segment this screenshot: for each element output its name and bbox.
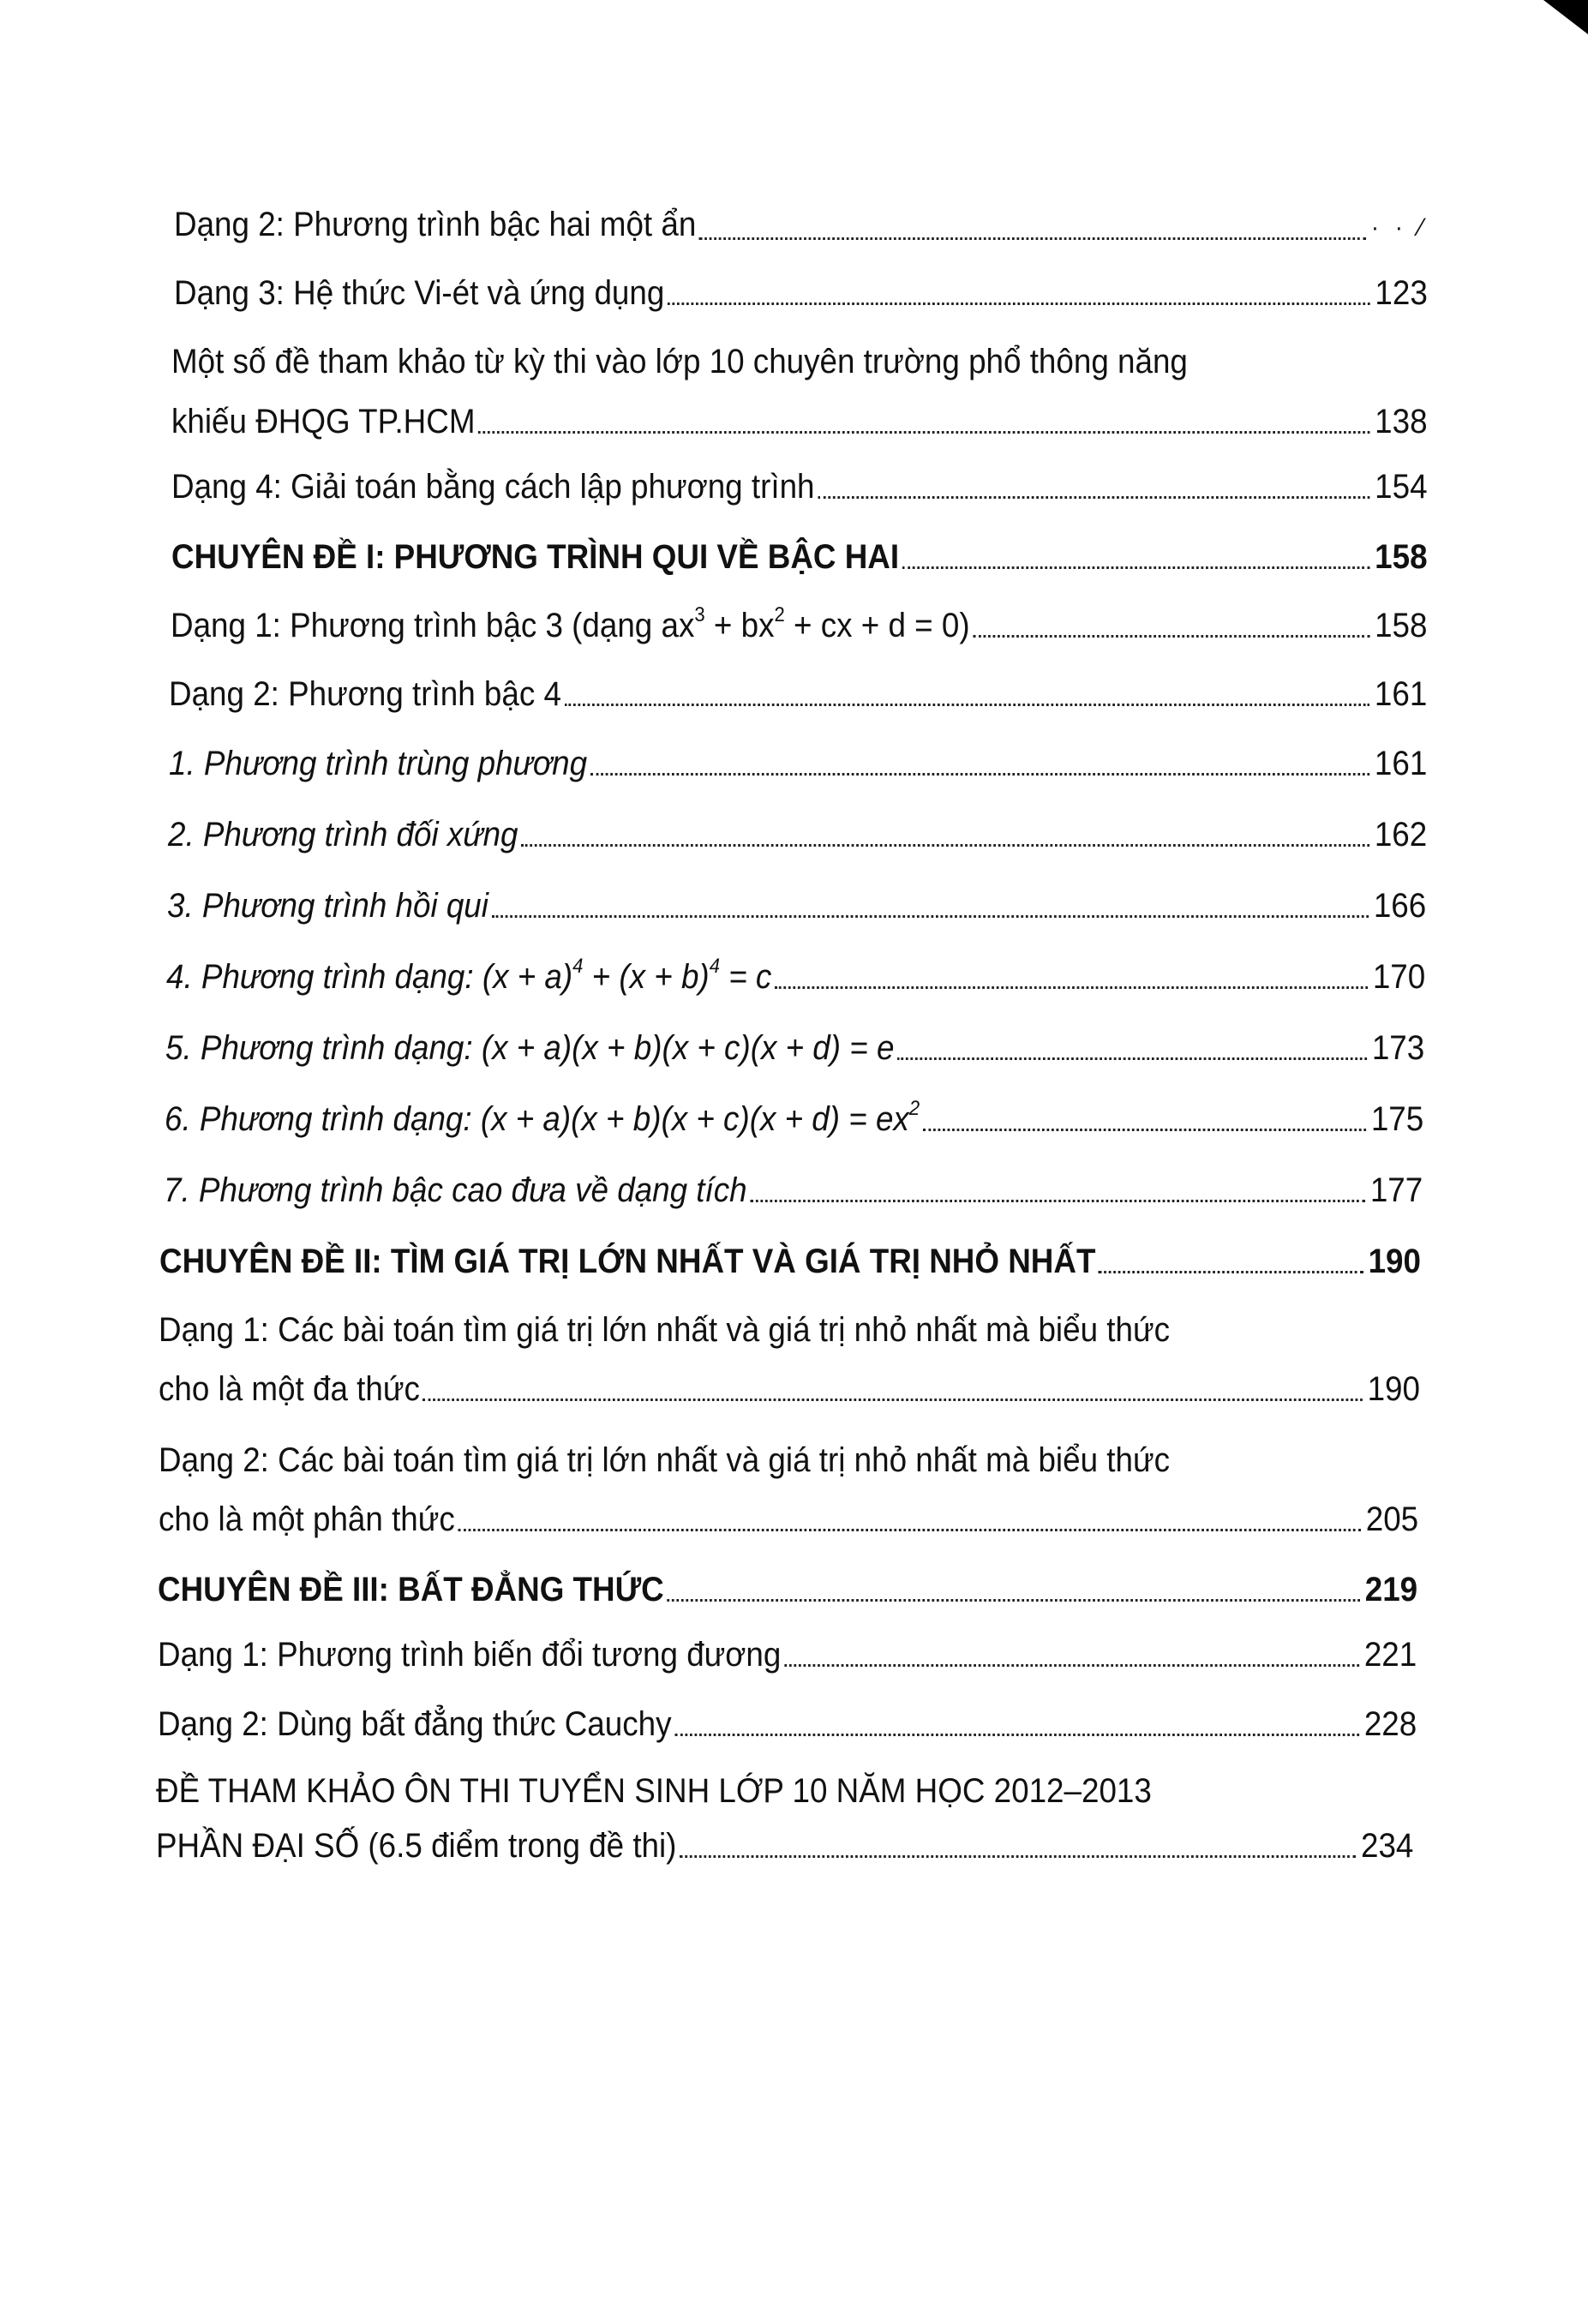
toc-entry-page: 205 <box>1365 1500 1419 1538</box>
toc-entry-title-line1: Một số đề tham khảo từ kỳ thi vào lớp 10 chuyên trường phổ thông năng <box>171 343 1188 380</box>
toc-chapter-entry[interactable] <box>171 536 1428 578</box>
toc-entry-page: 177 <box>1369 1171 1423 1209</box>
title-part: = c <box>719 958 772 996</box>
dot-leader <box>668 302 1370 305</box>
toc-entry-page: 138 <box>1375 403 1428 440</box>
toc-entry[interactable] <box>159 1499 1418 1540</box>
exponent: 4 <box>709 954 720 978</box>
title-part: Dạng 1: Phương trình bậc 3 (dạng ax <box>171 607 695 644</box>
toc-entry[interactable] <box>156 1825 1413 1866</box>
dot-leader <box>478 431 1369 434</box>
toc-entry-page: 162 <box>1374 816 1428 854</box>
dot-leader <box>1099 1271 1363 1273</box>
dot-leader <box>667 1599 1360 1602</box>
dot-leader <box>492 915 1369 918</box>
exponent: 4 <box>572 954 584 978</box>
title-part: + (x + b) <box>583 958 710 996</box>
dot-leader <box>973 635 1369 638</box>
toc-entry-page: 158 <box>1375 607 1428 644</box>
dot-leader <box>521 844 1369 847</box>
toc-entry-page: 219 <box>1364 1571 1418 1608</box>
toc-chapter-entry[interactable] <box>159 1241 1421 1282</box>
toc-subentry[interactable] <box>168 814 1427 855</box>
toc-entry-title: 1. Phương trình trùng phương <box>169 745 588 782</box>
toc-chapter-title: CHUYÊN ĐỀ I: PHƯƠNG TRÌNH QUI VỀ BẬC HAI <box>171 538 900 576</box>
dot-leader <box>423 1399 1363 1401</box>
toc-entry-line1 <box>159 1309 1424 1351</box>
toc-entry[interactable] <box>174 204 1428 249</box>
toc-entry-page: 170 <box>1372 958 1426 996</box>
dot-leader <box>784 1664 1359 1667</box>
dot-leader <box>923 1129 1367 1131</box>
toc-entry[interactable] <box>171 602 1428 646</box>
dot-leader <box>674 1734 1359 1736</box>
toc-entry-page: 221 <box>1363 1636 1417 1674</box>
title-part: 4. Phương trình dạng: (x + a) <box>166 958 573 996</box>
dot-leader <box>775 986 1368 989</box>
toc-subentry[interactable] <box>165 1027 1424 1069</box>
dot-leader <box>565 704 1370 706</box>
toc-entry-title-line1: Dạng 1: Các bài toán tìm giá trị lớn nhất và giá trị nhỏ nhất mà biểu thức <box>159 1311 1171 1349</box>
dot-leader <box>458 1529 1361 1531</box>
toc-entry-title: khiếu ĐHQG TP.HCM <box>171 403 476 440</box>
toc-entry-page: 158 <box>1375 538 1428 576</box>
toc-entry-page: 123 <box>1375 274 1428 312</box>
dot-leader <box>902 566 1370 569</box>
toc-entry[interactable] <box>171 466 1428 507</box>
toc-subentry[interactable] <box>165 1096 1424 1140</box>
toc-subentry[interactable] <box>164 1170 1423 1211</box>
toc-entry-title: Dạng 2: Dùng bất đẳng thức Cauchy <box>158 1705 672 1743</box>
toc-entry-page: 161 <box>1374 745 1428 782</box>
toc-subentry[interactable] <box>166 956 1425 997</box>
toc-entry-page: 173 <box>1371 1029 1425 1067</box>
toc-entry-page: 234 <box>1360 1827 1414 1865</box>
toc-entry-title <box>171 602 970 646</box>
toc-entry[interactable] <box>158 1704 1417 1745</box>
toc-entry[interactable] <box>169 674 1427 715</box>
toc-entry-title: Dạng 2: Phương trình bậc 4 <box>169 675 561 713</box>
toc-chapter-title: CHUYÊN ĐỀ II: TÌM GIÁ TRỊ LỚN NHẤT VÀ GIÁ TRỊ NHỎ NHẤT <box>159 1243 1096 1280</box>
title-part: + bx <box>704 607 775 644</box>
exponent: 3 <box>694 602 705 626</box>
toc-entry-title-line1: ĐỀ THAM KHẢO ÔN THI TUYỂN SINH LỚP 10 NĂM HỌC 2012–2013 <box>156 1772 1152 1810</box>
toc-entry-page: 161 <box>1374 675 1428 713</box>
toc-entry[interactable] <box>158 1634 1417 1675</box>
dot-leader <box>897 1057 1367 1060</box>
toc-entry-title: Dạng 1: Phương trình biến đổi tương đương <box>158 1636 782 1674</box>
toc-entry-page: 154 <box>1375 468 1428 506</box>
title-part: + cx + d = 0) <box>784 607 970 644</box>
toc-entry-title: 3. Phương trình hồi qui <box>167 887 488 925</box>
toc-entry-title: cho là một đa thức <box>159 1370 420 1408</box>
toc-entry-title: 2. Phương trình đối xứng <box>168 816 518 854</box>
toc-entry-page: 166 <box>1373 887 1427 925</box>
toc-entry-title <box>166 956 771 997</box>
exponent: 2 <box>908 1096 920 1120</box>
toc-entry-page: 175 <box>1370 1100 1424 1138</box>
toc-chapter-entry[interactable] <box>158 1569 1417 1610</box>
exponent: 2 <box>774 602 785 626</box>
toc-chapter-title: CHUYÊN ĐỀ III: BẤT ĐẲNG THỨC <box>158 1571 664 1608</box>
toc-entry[interactable] <box>171 401 1428 442</box>
toc-entry-title-line1: Dạng 2: Các bài toán tìm giá trị lớn nhất và giá trị nhỏ nhất mà biểu thức <box>159 1441 1171 1479</box>
toc-subentry[interactable] <box>167 885 1426 926</box>
toc-entry-title: Dạng 3: Hệ thức Vi-ét và ứng dụng <box>174 274 665 312</box>
dot-leader <box>818 496 1369 499</box>
toc-entry-line1 <box>171 341 1429 382</box>
toc-entry-page: · · ⁄ <box>1370 213 1428 242</box>
toc-entry[interactable] <box>174 273 1428 314</box>
toc-entry-title <box>165 1096 920 1140</box>
toc-entry-title: 7. Phương trình bậc cao đưa về dạng tích <box>164 1171 747 1209</box>
dot-leader <box>750 1200 1365 1202</box>
dot-leader <box>590 773 1370 776</box>
toc-entry-title: 5. Phương trình dạng: (x + a)(x + b)(x + c)(x + d) = e <box>165 1029 895 1067</box>
toc-entry-title: cho là một phân thức <box>159 1500 455 1538</box>
toc-entry-line1 <box>156 1770 1152 1812</box>
dot-leader <box>699 237 1366 240</box>
toc-entry-page: 190 <box>1367 1370 1420 1408</box>
title-part: 6. Phương trình dạng: (x + a)(x + b)(x + c)(x + d) = ex <box>165 1100 909 1138</box>
toc-entry-title: Dạng 4: Giải toán bằng cách lập phương trình <box>171 468 815 506</box>
toc-entry-line1 <box>159 1440 1424 1481</box>
toc-entry-title: Dạng 2: Phương trình bậc hai một ẩn <box>174 206 697 243</box>
toc-entry-page: 190 <box>1368 1243 1421 1280</box>
toc-subentry[interactable] <box>169 743 1427 784</box>
dot-leader <box>680 1855 1356 1858</box>
toc-entry-page: 228 <box>1363 1705 1417 1743</box>
toc-entry[interactable] <box>159 1369 1420 1410</box>
toc-entry-title: PHẦN ĐẠI SỐ (6.5 điểm trong đề thi) <box>156 1827 677 1865</box>
